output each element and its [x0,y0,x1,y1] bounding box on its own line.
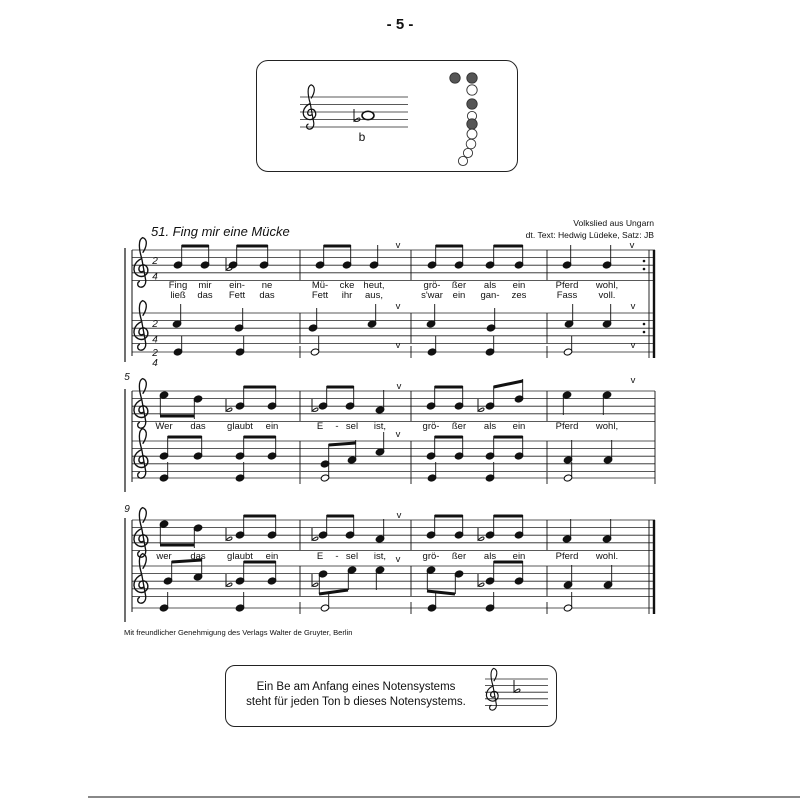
quarter-note [563,565,573,589]
quarter-note [308,308,318,332]
lyric-syllable: ein [265,551,279,562]
lyric-syllable: ist, [373,421,387,432]
lyric-verse2-syllable: Fass [556,290,578,301]
lyric-verse1-syllable: grö- [423,280,441,291]
note [318,386,328,410]
permission-note: Mit freundlicher Genehmigung des Verlags Walter de Gruyter, Berlin [124,628,353,637]
lyric-syllable: glaubt [227,551,253,562]
note [485,436,495,460]
lyric-verse2-syllable: ein [452,290,466,301]
note [426,386,436,410]
lyric-verse2-syllable: Fett [311,290,329,301]
fingering-hole-10-icon [458,156,467,165]
repeat-dot [643,331,646,334]
note [426,436,436,460]
whole-note [362,111,374,119]
note [259,245,269,269]
lyric-syllable: Wer [155,421,173,432]
lyric-verse1-syllable: ßer [451,280,467,291]
note [267,515,277,539]
treble-clef-icon [134,301,148,351]
note [193,395,203,419]
fingering-hole-4-icon [467,99,477,109]
quarter-note [485,592,495,612]
system3-staff2 [132,566,655,596]
note [514,436,524,460]
beam [329,443,356,445]
lyric-verse1-syllable: ne [261,280,273,291]
lyric-syllable: Pferd [555,421,579,432]
flat-sign-icon [478,528,484,540]
quarter-note [159,462,169,482]
quarter-note [235,592,245,612]
beam [319,590,348,594]
measure-number: 5 [124,372,130,383]
note [427,245,437,269]
quarter-note [375,519,385,543]
quarter-note [564,304,574,328]
lyric-syllable: - [335,421,339,432]
quarter-note [562,519,572,543]
quarter-note [367,304,377,328]
flat-sign-icon [514,680,520,692]
quarter-note [602,391,612,415]
lyric-verse2-syllable: Fett [228,290,246,301]
note [454,570,464,594]
lyric-verse1-syllable: ein [512,280,526,291]
fingering-note-name: b [358,130,366,144]
flat-sign-icon [478,399,484,411]
fingering-hole-3-icon [467,85,477,95]
quarter-note [563,440,573,464]
quarter-note [172,304,182,328]
quarter-note [485,462,495,482]
note [159,520,169,544]
half-note [563,592,573,612]
treble-clef-icon [134,554,148,604]
note [454,515,464,539]
time-signature-top: 2 [152,319,158,331]
flat-sign-icon [478,574,484,586]
lyric-syllable: ein [512,551,526,562]
note [318,515,328,539]
note [426,566,436,590]
breath-mark: v [395,340,401,351]
lyric-syllable: das [190,421,206,432]
breath-mark: v [629,240,635,251]
note [267,436,277,460]
note [426,515,436,539]
lyric-syllable: als [483,421,497,432]
breath-mark: v [395,429,401,440]
song-credit-text: dt. Text: Hedwig Lüdeke, Satz: JB [525,230,654,240]
note [200,245,210,269]
half-note [563,336,573,356]
quarter-note [375,432,385,456]
lyric-syllable: ßer [451,551,467,562]
time-signature-top: 2 [152,348,158,359]
flat-sign-icon [226,528,232,540]
lyric-syllable: wohl. [595,551,619,562]
half-note [310,336,320,356]
note [315,245,325,269]
quarter-note [375,566,385,590]
system3-staff1 [132,520,655,550]
note [514,515,524,539]
lyric-verse2-syllable: das [197,290,213,301]
quarter-note [485,336,495,356]
note [485,515,495,539]
note [193,524,203,548]
quarter-note [234,308,244,332]
lyric-syllable: E [316,421,324,432]
lyric-verse2-syllable: aus, [365,290,383,301]
quarter-note [375,390,385,414]
lyric-syllable: sel [345,421,359,432]
note [345,386,355,410]
breath-mark: v [395,240,401,251]
system1-staff2 [132,313,655,346]
lyric-syllable: grö- [422,551,440,562]
repeat-dot [643,268,646,271]
lyric-syllable: ein [512,421,526,432]
song-credit-origin: Volkslied aus Ungarn [573,218,654,228]
note [454,245,464,269]
quarter-note [562,245,572,269]
quarter-note [486,308,496,332]
breath-mark: v [395,301,401,312]
fingering-hole-9-icon [463,148,472,157]
fingering-hole-1-icon [450,73,460,83]
treble-clef-icon [303,85,315,129]
lyric-verse2-syllable: das [259,290,275,301]
note [228,245,238,269]
lyric-syllable: ßer [451,421,467,432]
flat-sign-icon [226,399,232,411]
quarter-note [427,592,437,612]
half-note [563,462,573,482]
time-signature-bottom: 4 [152,334,158,346]
lyric-verse2-syllable: voll. [598,290,616,301]
treble-clef-icon [134,379,148,429]
system2-staff2 [132,441,655,471]
lyric-verse1-syllable: wohl, [595,280,619,291]
breath-mark: v [396,381,402,392]
note [485,386,495,410]
flat-sign-icon [312,399,318,411]
note [345,515,355,539]
note [159,436,169,460]
treble-clef-icon [134,429,148,479]
system1-staff1 [132,250,655,283]
quarter-note [562,391,572,415]
repeat-dot [643,323,646,326]
note [267,561,277,585]
lyric-syllable: wer [156,551,172,562]
breath-mark: v [395,554,401,565]
system2-staff1 [132,391,655,421]
quarter-note [427,462,437,482]
time-signature-top: 2 [152,256,158,268]
lyric-verse1-syllable: mir [198,280,212,291]
lyric-syllable: E [316,551,324,562]
flat-sign-icon [312,528,318,540]
lyric-verse1-syllable: Pferd [555,280,579,291]
fingering-hole-6-icon [467,119,477,129]
lyric-syllable: das [190,551,206,562]
lyric-verse2-syllable: ließ [170,290,186,301]
note [163,561,173,585]
lyric-syllable: wohl, [595,421,619,432]
note [235,515,245,539]
note [454,386,464,410]
lyric-verse1-syllable: Mü- [311,280,329,291]
note [342,245,352,269]
note [159,391,169,415]
info-line-1: Ein Be am Anfang eines Notensystems [256,681,456,693]
quarter-note [602,519,612,543]
fingering-hole-8-icon [466,139,476,149]
note [485,561,495,585]
note [235,436,245,460]
fingering-hole-7-icon [467,129,477,139]
quarter-note [173,336,183,356]
repeat-dot [643,260,646,263]
beam [427,591,455,594]
quarter-note [426,304,436,328]
beam [494,381,523,387]
lyric-verse2-syllable: gan- [480,290,500,301]
note [235,561,245,585]
lyric-verse1-syllable: heut, [363,280,385,291]
lyric-syllable: sel [345,551,359,562]
measure-number: 9 [124,504,130,515]
note [485,245,495,269]
lyric-syllable: als [483,551,497,562]
lyric-syllable: Pferd [555,551,579,562]
breath-mark: v [396,510,402,521]
lyric-verse2-syllable: ihr [341,290,353,301]
lyric-verse1-syllable: als [483,280,497,291]
lyric-verse2-syllable: zes [511,290,527,301]
quarter-note [602,304,612,328]
breath-mark: v [630,301,636,312]
breath-mark: v [630,375,636,386]
quarter-note [369,245,379,269]
breath-mark: v [630,340,636,351]
quarter-note [602,245,612,269]
treble-clef-icon [134,238,148,288]
time-signature-bottom: 4 [152,358,158,369]
treble-clef-icon [134,508,148,558]
lyric-verse1-syllable: Fing [168,280,188,291]
lyric-verse1-syllable: ein- [229,280,245,291]
note [454,436,464,460]
lyric-syllable: ein [265,421,279,432]
note [173,245,183,269]
lyric-verse1-syllable: cke [339,280,355,291]
page-number: - 5 - [386,16,414,33]
lyric-syllable: ist, [373,551,387,562]
quarter-note [603,440,613,464]
quarter-note [235,336,245,356]
note [514,245,524,269]
note [318,570,328,594]
note [514,561,524,585]
quarter-note [603,565,613,589]
note [267,386,277,410]
info-line-2: steht für jeden Ton b dieses Notensystems. [246,696,466,708]
time-signature-bottom: 4 [152,271,158,283]
flat-sign-icon [312,574,318,586]
note [347,566,357,590]
song-title: 51. Fing mir eine Mücke [151,224,290,239]
treble-clef-icon [486,668,498,710]
quarter-note [235,462,245,482]
lyric-syllable: grö- [422,421,440,432]
note [235,386,245,410]
quarter-note [427,336,437,356]
fingering-hole-2-icon [467,73,477,83]
quarter-note [159,592,169,612]
lyric-syllable: glaubt [227,421,253,432]
lyric-verse2-syllable: s'war [421,290,443,301]
flat-sign-icon [226,574,232,586]
lyric-syllable: - [335,551,339,562]
note [193,436,203,460]
